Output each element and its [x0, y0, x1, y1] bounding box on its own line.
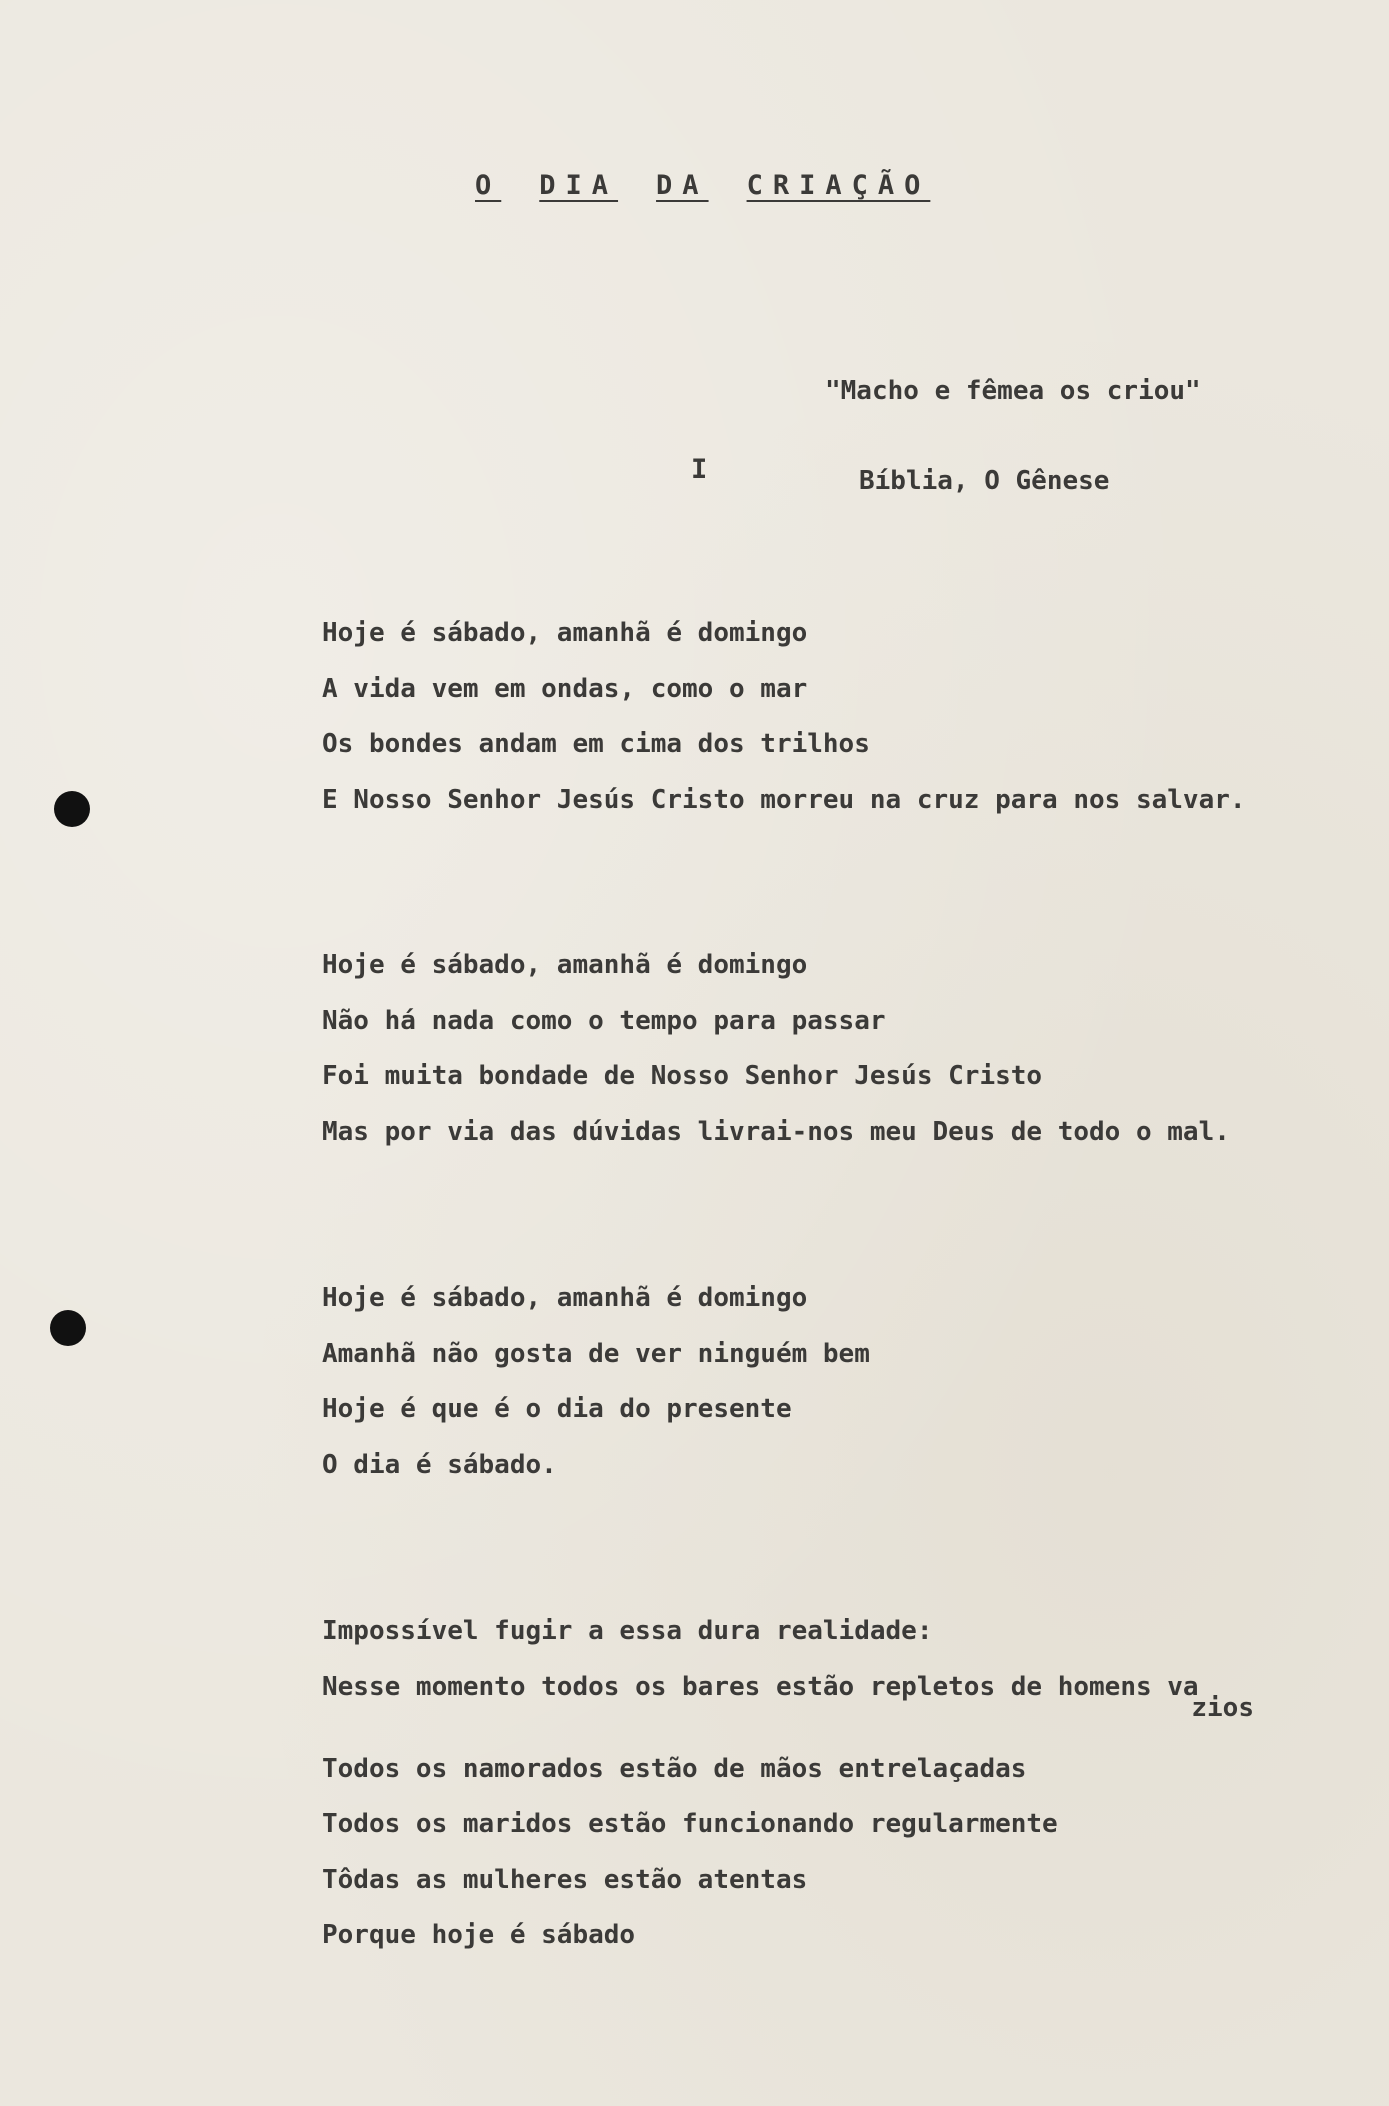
title-word: O: [475, 170, 502, 201]
poem-line: Os bondes andam em cima dos trilhos: [322, 729, 870, 759]
poem-line: O dia é sábado.: [322, 1449, 557, 1480]
punch-hole: [50, 1310, 86, 1346]
poem-line: Hoje é sábado, amanhã é domingo: [322, 950, 808, 980]
stanza-2: [322, 950, 1230, 1172]
title-word: CRIAÇÃO: [746, 170, 931, 201]
punch-hole: [54, 791, 90, 827]
poem-line-wrapped: [322, 1672, 1254, 1754]
poem-line: Hoje é sábado, amanhã é domingo: [322, 1283, 808, 1313]
epigraph: [825, 316, 1201, 556]
epigraph-source: Bíblia, O Gênese: [859, 466, 1110, 496]
title-word: DIA: [539, 170, 619, 201]
section-number: I: [691, 454, 708, 485]
poem-line: Todos os maridos estão funcionando regularmente: [322, 1809, 1058, 1839]
epigraph-quote: "Macho e fêmea os criou": [825, 376, 1201, 406]
stanza-4: [322, 1616, 1254, 1976]
poem-line: Amanhã não gosta de ver ninguém bem: [322, 1338, 870, 1369]
poem-line: E Nosso Senhor Jesús Cristo morreu na cruz para nos salvar.: [322, 784, 1246, 815]
poem-line: Foi muita bondade de Nosso Senhor Jesús Cristo: [322, 1061, 1043, 1091]
poem-line-start: Nesse momento todos os bares estão repletos de homens va: [322, 1671, 1199, 1702]
poem-line: Impossível fugir a essa dura realidade:: [322, 1616, 933, 1646]
poem-line: Porque hoje é sábado: [322, 1920, 636, 1950]
poem-line: Hoje é que é o dia do presente: [322, 1394, 792, 1424]
poem-line: Todos os namorados estão de mãos entrelaçadas: [322, 1753, 1027, 1784]
title-word: DA: [656, 170, 709, 201]
poem-title: [475, 170, 968, 201]
poem-line: Mas por via das dúvidas livrai-nos meu Deus de todo o mal.: [322, 1116, 1230, 1147]
stanza-3: [322, 1283, 870, 1505]
stanza-1: [322, 618, 1246, 840]
poem-line: A vida vem em ondas, como o mar: [322, 673, 808, 704]
poem-line: Tôdas as mulheres estão atentas: [322, 1864, 808, 1895]
poem-line-continuation: zios: [1191, 1692, 1254, 1723]
poem-line: Hoje é sábado, amanhã é domingo: [322, 618, 808, 648]
poem-line: Não há nada como o tempo para passar: [322, 1005, 886, 1036]
